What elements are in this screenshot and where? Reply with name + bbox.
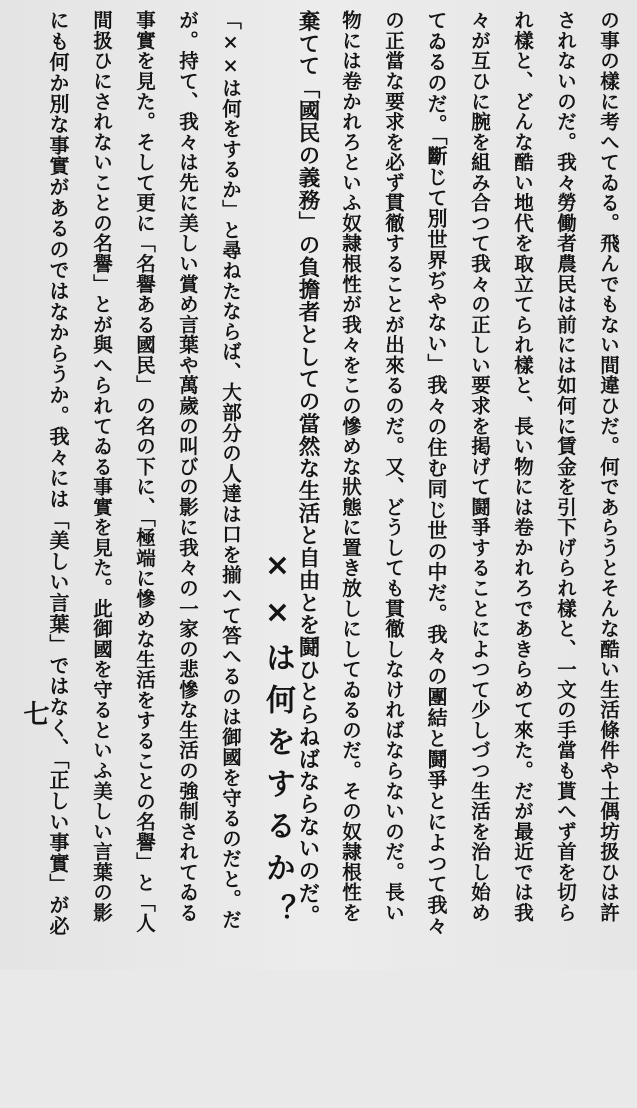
text-column: にも何か別な事實があるのではなからうか。我々には「美しい言葉」ではなく、「正しい事實」が必 [46,10,70,936]
text-column: 間扱ひにされないことの名譽」とが與へられてゐる事實を見た。此御國を守るといふ美しい言葉の影 [90,10,113,923]
text-column: の事の樣に考へてゐる。飛んでもない間違ひだ。何であらうとそんな酷い生活條件や土偶坊扱ひは許 [597,10,620,923]
text-column: されないのだ。我々勞働者農民は前には如何に賃金を引下げられ樣と、一文の手當も貰へず首を切ら [554,10,577,923]
text-column: の正當な要求を必ず貫徹することが出來るのだ。又、どうしても貫徹しなければならないのだ。長い [382,10,405,923]
page-number: 七 [19,700,49,726]
text-column: 物には卷かれろといふ奴隷根性が我々をこの慘めな狀態に置き放しにしてゐるのだ。その奴隷根性を [339,10,362,923]
text-column: 事實を見た。そして更に「名譽ある國民」の名の下に、「極端に慘めな生活をすることの名譽」と「人 [133,10,156,934]
text-column: 「××は何をするか」と尋ねたならば、大部分の人達は口を揃へて答へるのは御國を守るのだと。だ [219,10,242,930]
section-heading: ××は何をするか？ [260,548,295,936]
text-column: 棄てて「國民の義務」の負擔者としての當然な生活と自由とを鬪ひとらねばならないのだ。 [295,10,320,927]
text-column: 々が互ひに腕を組み合つて我々の正しい要求を掲げて鬪爭することによつて少しづつ生活を治し始め [468,10,491,923]
text-column: が。持て、我々は先に美しい賞め言葉や萬歲の叫びの影に我々の一家の悲慘な生活の強制されてゐる [176,10,199,923]
text-column: てゐるのだ。「斷じて別世界ぢやない」我々の住む同じ世の中だ。我々の團結と鬪爭とによつて我々 [424,10,448,936]
text-column: れ樣と、どんな酷い地代を取立てられ樣と、長い物には卷かれろであきらめて來た。だが最近では我 [511,10,534,923]
